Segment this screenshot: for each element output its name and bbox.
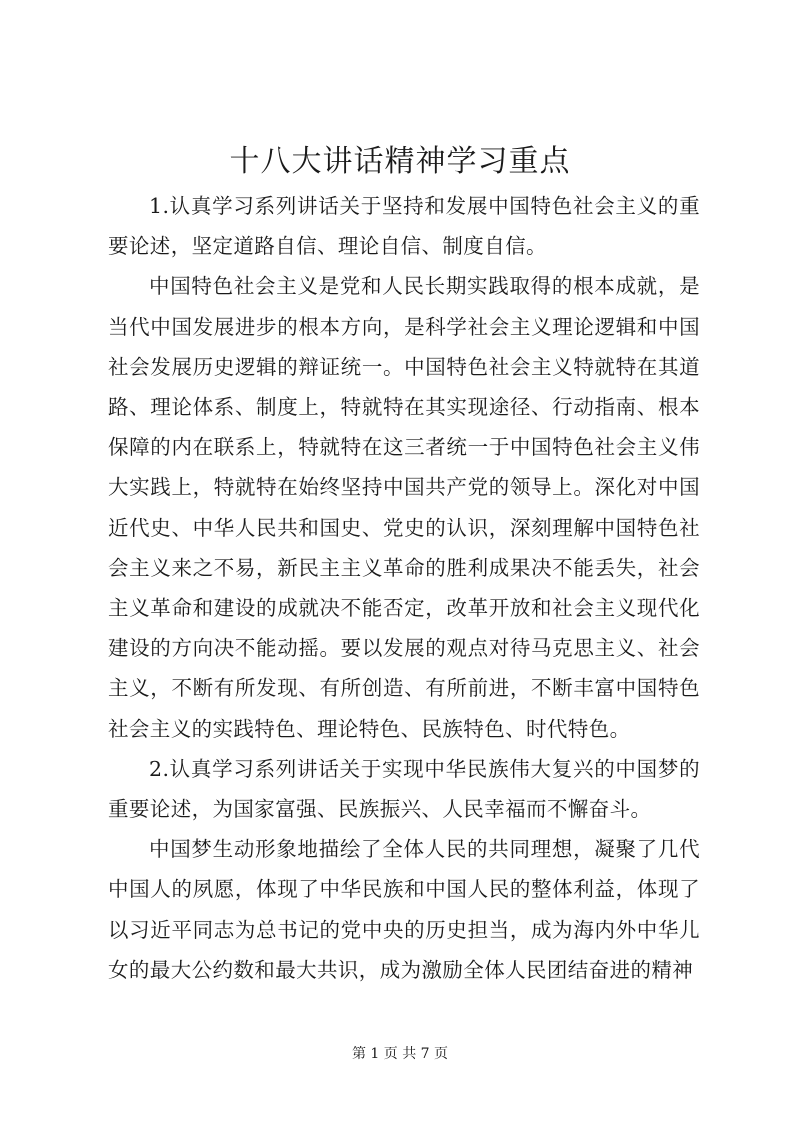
paragraph-3: 2.认真学习系列讲话关于实现中华民族伟大复兴的中国梦的重要论述，为国家富强、民族振兴、人民幸福而不懈奋斗。: [108, 756, 700, 822]
document-title: 十八大讲话精神学习重点: [229, 144, 571, 179]
page-footer: 第 1 页 共 7 页: [351, 1046, 449, 1062]
paragraph-4: 中国梦生动形象地描绘了全体人民的共同理想，凝聚了几代中国人的夙愿，体现了中华民族和中国人民的整体利益，体现了以习近平同志为总书记的党中央的历史担当，成为海内外中华儿女的最大公约数和最大共识，成为激励全体人民团结奋进的精神: [108, 837, 700, 982]
document-body: [108, 186, 700, 990]
paragraph-1: 1.认真学习系列讲话关于坚持和发展中国特色社会主义的重要论述，坚定道路自信、理论自信、制度自信。: [108, 194, 700, 259]
paragraph-2: 中国特色社会主义是党和人民长期实践取得的根本成就，是当代中国发展进步的根本方向，是科学社会主义理论逻辑和中国社会发展历史逻辑的辩证统一。中国特色社会主义特就特在其道路、理论体系、制度上，特就特在其实现途径、行动指南、根本保障的内在联系上，特就特在这三者统一于中国特色社会主义伟大实践上，特就特在始终坚持中国共产党的领导上。深化对中国近代史、中华人民共和国史、党史的认识，深刻理解中国特色社会主义来之不易，新民主主义革命的胜利成果决不能丢失，社会主义革命和建设的成就决不能否定，改革开放和社会主义现代化建设的方向决不能动摇。要以发展的观点对待马克思主义、社会主义，不断有所发现、有所创造、有所前进，不断丰富中国特色社会主义的实践特色、理论特色、民族特色、时代特色。: [108, 274, 700, 741]
